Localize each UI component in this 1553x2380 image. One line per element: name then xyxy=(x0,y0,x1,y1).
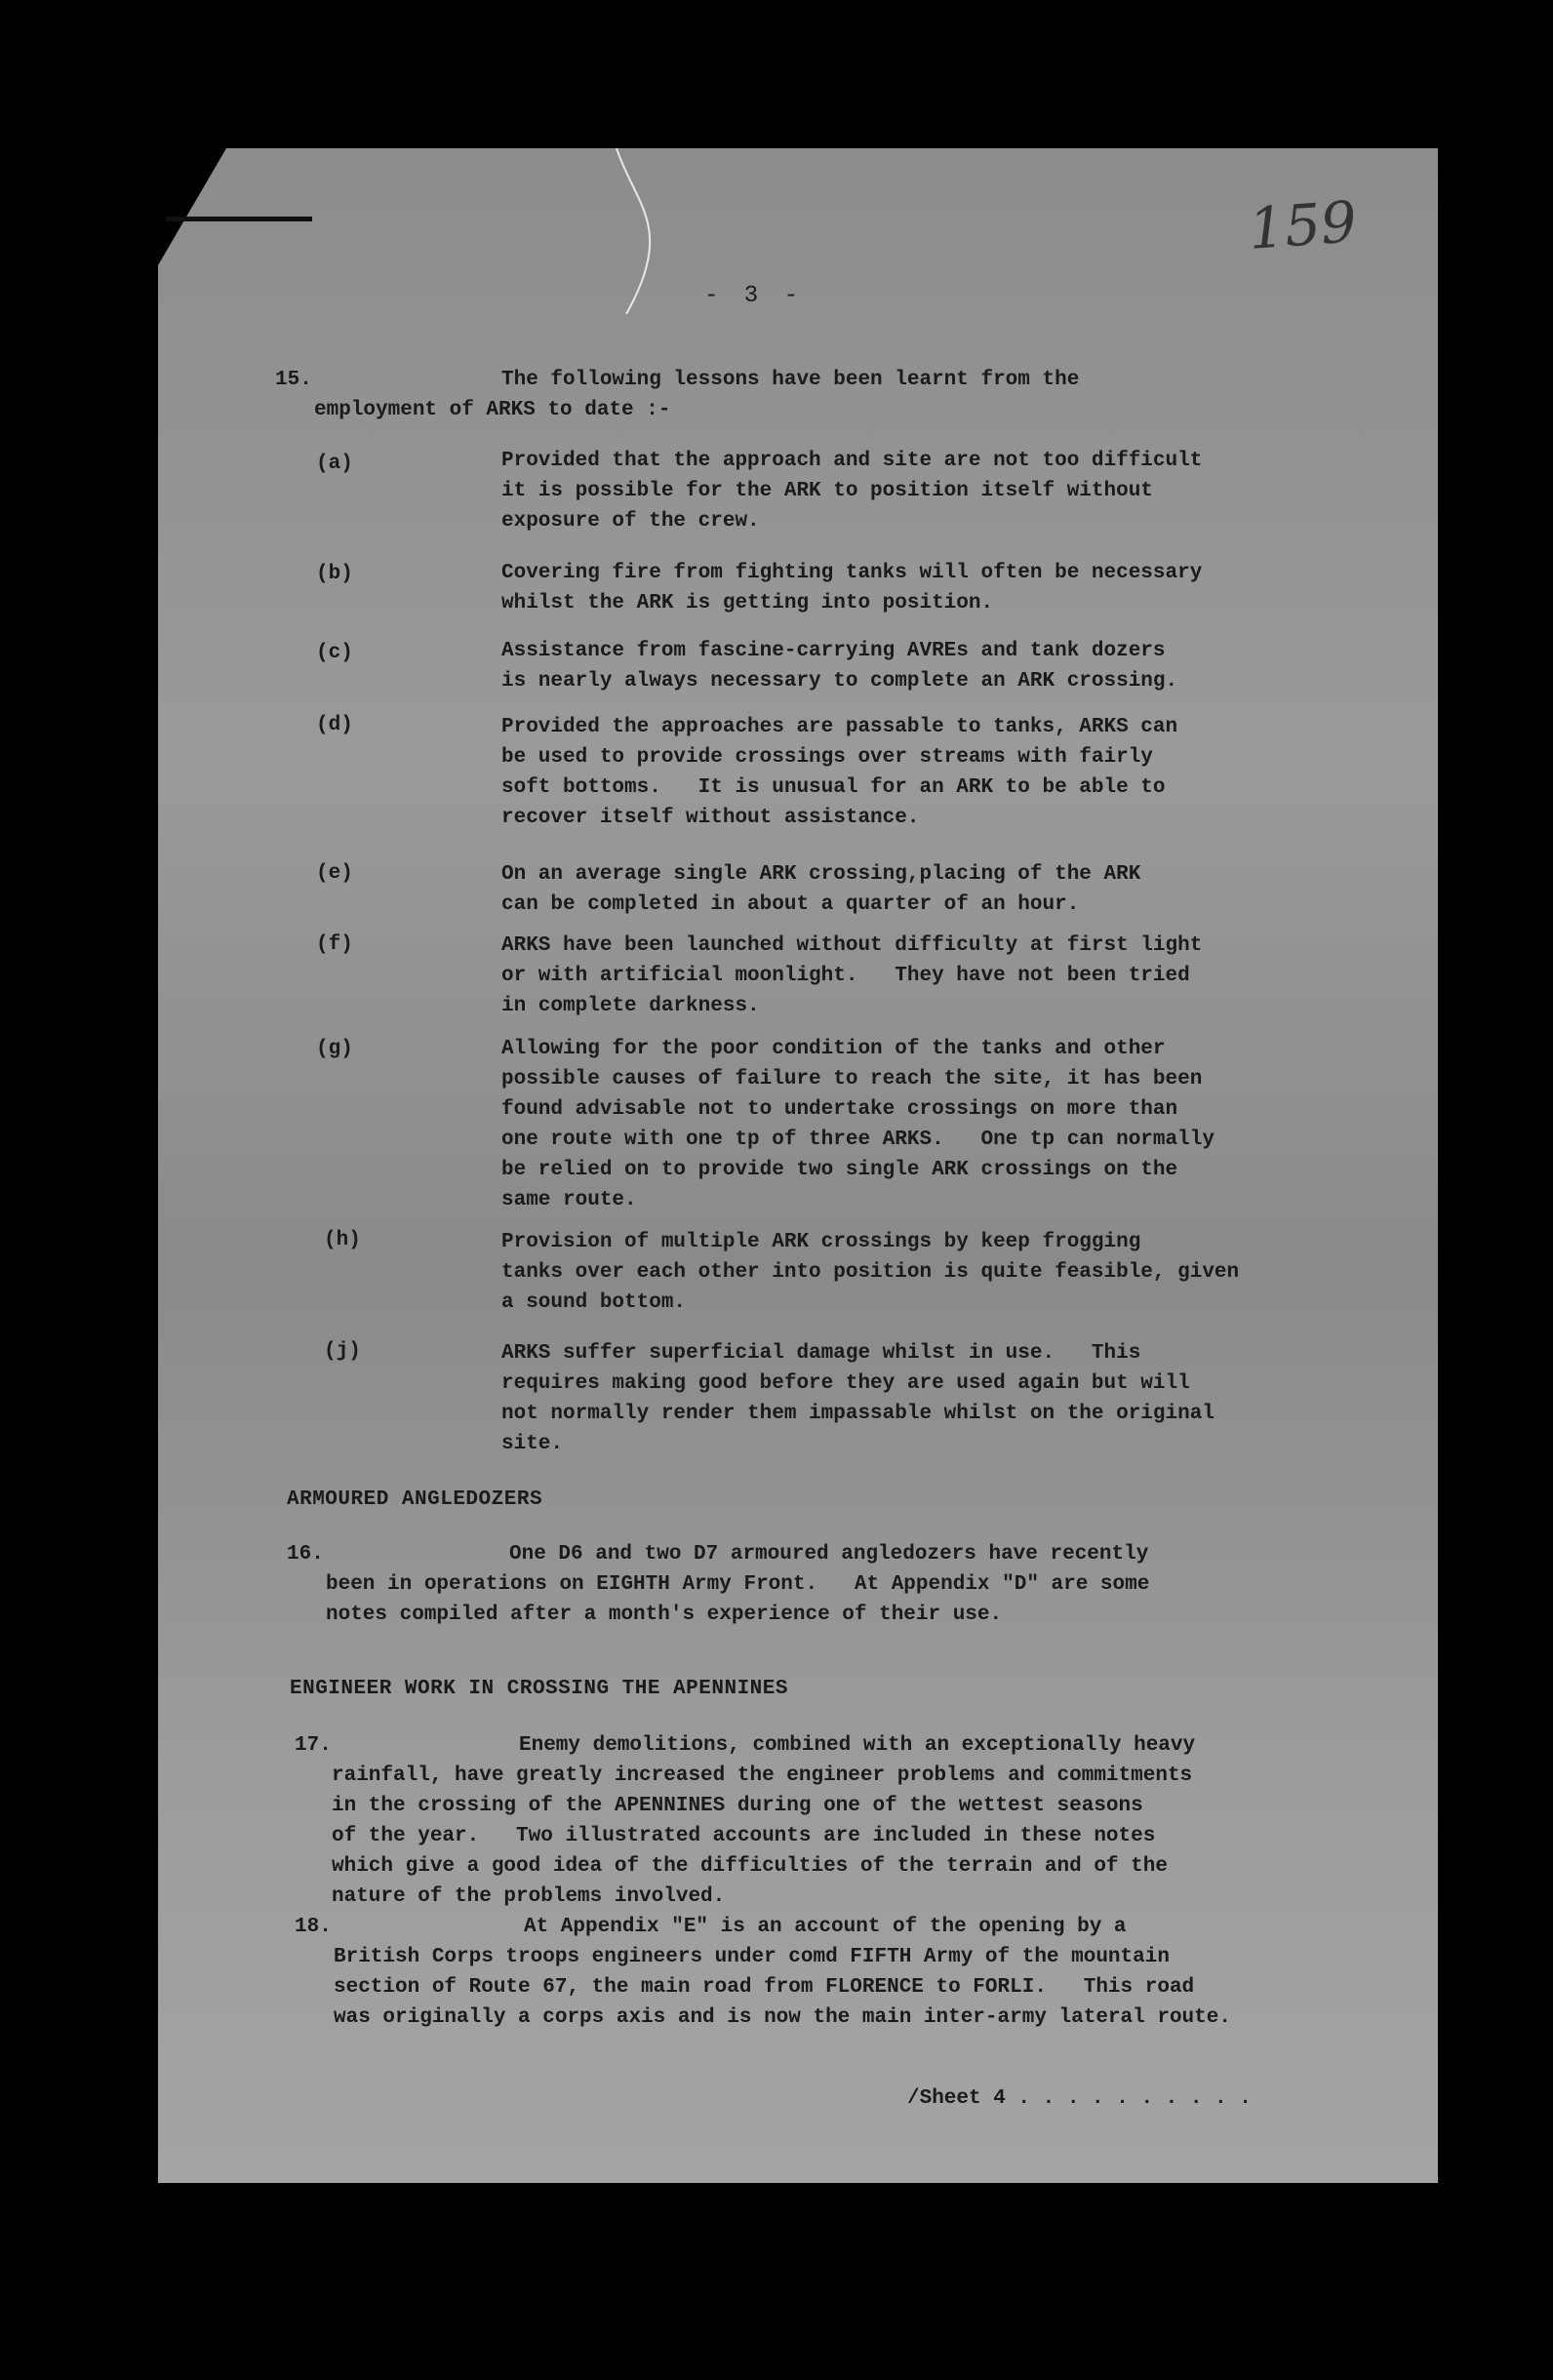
item-g-line: found advisable not to undertake crossings on more than xyxy=(501,1098,1178,1121)
para-17-line: nature of the problems involved. xyxy=(332,1885,726,1908)
item-g-label: (g) xyxy=(316,1038,353,1060)
item-j-line: not normally render them impassable whilst on the original xyxy=(501,1403,1215,1425)
item-h-line: tanks over each other into position is quite feasible, given xyxy=(501,1261,1240,1284)
page-number: - 3 - xyxy=(704,283,805,309)
item-g-line: same route. xyxy=(501,1189,637,1211)
para-16-line: been in operations on EIGHTH Army Front. At Appendix "D" are some xyxy=(326,1573,1150,1596)
para-18-line: was originally a corps axis and is now the main inter-army lateral route. xyxy=(334,2006,1231,2029)
para-15-line-1: The following lessons have been learnt from the xyxy=(501,369,1080,391)
item-g-line: be relied on to provide two single ARK crossings on the xyxy=(501,1159,1178,1181)
para-17-line: of the year. Two illustrated accounts are included in these notes xyxy=(332,1825,1156,1847)
item-d-line: recover itself without assistance. xyxy=(501,807,920,829)
para-17-line: which give a good idea of the difficulties of the terrain and of the xyxy=(332,1855,1168,1878)
item-c-label: (c) xyxy=(316,642,353,664)
item-j-line: ARKS suffer superficial damage whilst in use. This xyxy=(501,1342,1141,1365)
para-18-line: British Corps troops engineers under comd FIFTH Army of the mountain xyxy=(334,1946,1170,1968)
continuation-footer: /Sheet 4 . . . . . . . . . . xyxy=(907,2087,1252,2110)
item-a-line: Provided that the approach and site are not too difficult xyxy=(501,450,1203,472)
item-c-line: Assistance from fascine-carrying AVREs and tank dozers xyxy=(501,640,1166,662)
para-16-line: One D6 and two D7 armoured angledozers have recently xyxy=(509,1543,1149,1566)
item-b-line: Covering fire from fighting tanks will often be necessary xyxy=(501,562,1203,584)
item-f-line: in complete darkness. xyxy=(501,995,760,1017)
item-f-line: ARKS have been launched without difficulty at first light xyxy=(501,934,1203,957)
para-15-line-2: employment of ARKS to date :- xyxy=(314,399,671,421)
para-17-number: 17. xyxy=(295,1734,332,1757)
item-a-line: exposure of the crew. xyxy=(501,510,760,533)
item-j-line: site. xyxy=(501,1433,564,1455)
para-17-line: in the crossing of the APENNINES during one of the wettest seasons xyxy=(332,1795,1143,1817)
redaction-mark xyxy=(166,217,312,221)
item-g-line: one route with one tp of three ARKS. One tp can normally xyxy=(501,1129,1215,1151)
item-h-label: (h) xyxy=(324,1229,361,1251)
handwritten-folio-number: 159 xyxy=(1246,188,1359,262)
item-d-label: (d) xyxy=(316,714,353,736)
para-15-number: 15. xyxy=(275,369,312,391)
para-16-line: notes compiled after a month's experience of their use. xyxy=(326,1604,1003,1626)
para-17-line: Enemy demolitions, combined with an exceptionally heavy xyxy=(519,1734,1196,1757)
document-page xyxy=(158,148,1438,2183)
item-d-line: be used to provide crossings over streams with fairly xyxy=(501,746,1153,769)
item-e-line: On an average single ARK crossing,placing of the ARK xyxy=(501,863,1141,886)
item-e-line: can be completed in about a quarter of an hour. xyxy=(501,893,1080,916)
item-b-label: (b) xyxy=(316,563,353,585)
item-g-line: Allowing for the poor condition of the tanks and other xyxy=(501,1038,1166,1060)
item-j-label: (j) xyxy=(324,1340,361,1363)
item-f-line: or with artificial moonlight. They have not been tried xyxy=(501,965,1190,987)
item-b-line: whilst the ARK is getting into position. xyxy=(501,592,994,615)
section-heading-apennines: ENGINEER WORK IN CROSSING THE APENNINES xyxy=(290,1678,788,1700)
item-g-line: possible causes of failure to reach the site, it has been xyxy=(501,1068,1203,1091)
item-h-line: Provision of multiple ARK crossings by keep frogging xyxy=(501,1231,1141,1253)
scratch-mark xyxy=(607,148,685,314)
para-18-number: 18. xyxy=(295,1916,332,1938)
section-heading-angledozers: ARMOURED ANGLEDOZERS xyxy=(287,1488,543,1511)
para-18-line: section of Route 67, the main road from FLORENCE to FORLI. This road xyxy=(334,1976,1195,1999)
para-16-number: 16. xyxy=(287,1543,324,1566)
item-a-label: (a) xyxy=(316,453,353,475)
item-d-line: soft bottoms. It is unusual for an ARK to be able to xyxy=(501,776,1166,799)
item-h-line: a sound bottom. xyxy=(501,1291,687,1314)
item-j-line: requires making good before they are used again but will xyxy=(501,1372,1190,1395)
item-a-line: it is possible for the ARK to position itself without xyxy=(501,480,1153,502)
para-18-line: At Appendix "E" is an account of the opening by a xyxy=(524,1916,1127,1938)
item-c-line: is nearly always necessary to complete an ARK crossing. xyxy=(501,670,1178,693)
item-f-label: (f) xyxy=(316,933,353,956)
item-d-line: Provided the approaches are passable to tanks, ARKS can xyxy=(501,716,1178,738)
item-e-label: (e) xyxy=(316,862,353,885)
para-17-line: rainfall, have greatly increased the engineer problems and commitments xyxy=(332,1765,1193,1787)
